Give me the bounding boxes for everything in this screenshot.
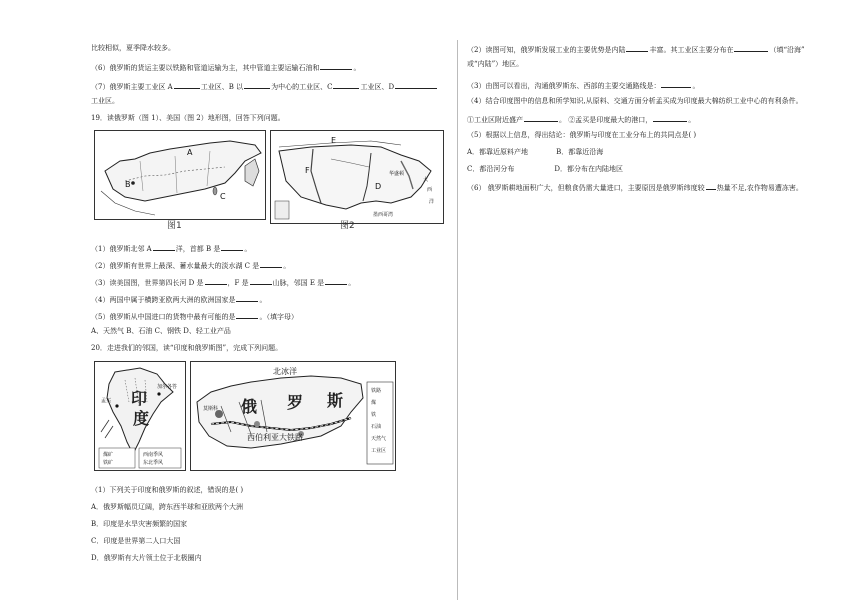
legend-coal-r: 煤 (371, 400, 377, 406)
option-d[interactable]: D．都分布在内陆地区 (554, 165, 623, 173)
russia-label-arctic: 北冰洋 (273, 367, 297, 376)
russia-label-1: 俄 (241, 397, 258, 416)
map-label-e: E (331, 136, 337, 145)
r-q5: （5）根据以上信息，得出结论：俄罗斯与印度在工业分布上的共同点是( ) (467, 131, 697, 139)
r-q2-line1: （2）读图可知，俄罗斯发展工业的主要优势是内陆 丰富。其工业区主要分布在 （填“沿海” (467, 46, 805, 54)
map-label-ocean-2: 西 (427, 187, 433, 193)
legend-gas: 天然气 (371, 436, 387, 442)
answer-blank[interactable] (236, 294, 258, 302)
answer-blank[interactable] (260, 260, 282, 268)
q6-line: （6）俄罗斯的货运主要以铁路和管道运输为主，其中管道主要运输石油和 。 (91, 64, 361, 72)
answer-blank[interactable] (320, 62, 352, 70)
russia-industry-map (190, 361, 396, 471)
q19-1: （1）俄罗斯北邻 A 洋，首都 B 是 。 (91, 245, 252, 253)
q7-line: （7）俄罗斯主要工业区 A 工业区、B 以 为中心的工业区、C 工业区、D (91, 81, 438, 91)
answer-blank[interactable] (205, 277, 227, 285)
r-q5-options-1 (467, 148, 603, 156)
r-q4: （4）结合印度图中的信息和所学知识,从原料、交通方面分析孟买成为印度最大棉纺织工业中心的有利条件。 (467, 97, 803, 105)
answer-blank[interactable] (244, 81, 270, 89)
russia-label-moscow: 莫斯科 (203, 406, 219, 412)
map-label-ocean-1: 大 (423, 177, 429, 183)
r-q3: （3）由图可以看出，沟通俄罗斯东、西部的主要交通路线是： 。 (467, 82, 700, 90)
legend-sw-monsoon: 西南季风 (143, 452, 164, 458)
answer-blank[interactable] (174, 81, 200, 89)
russia-label-railway: 西伯利亚大铁路 (247, 433, 303, 442)
answer-blank[interactable] (221, 243, 243, 251)
option-a[interactable]: A．俄罗斯幅员辽阔，跨东西半球和亚欧两个大洲 (91, 503, 244, 511)
question-20: 20．走进我们的邻国，读“印度和俄罗斯图”，完成下列问题。 (91, 344, 283, 352)
map-label-washington: 华盛顿 (389, 171, 405, 177)
legend-coal: 煤矿 (103, 452, 114, 458)
map-label-ocean-3: 洋 (429, 199, 435, 205)
answer-blank[interactable] (524, 114, 558, 122)
option-c[interactable]: C．都沿河分布 (467, 165, 515, 173)
answer-blank[interactable] (706, 182, 716, 190)
india-label-2: 度 (133, 409, 150, 428)
map-label-a: A (187, 148, 193, 157)
india-label-1: 印 (131, 389, 148, 408)
india-label-mumbai: 孟买 (101, 398, 112, 404)
map-label-gulf: 墨西哥湾 (373, 212, 394, 218)
q19-4: （4）两国中属于横跨亚欧两大洲的欧洲国家是 。 (91, 296, 267, 304)
map-label-b: B (125, 180, 131, 189)
answer-blank[interactable] (325, 277, 347, 285)
q20-1: （1）下列关于印度和俄罗斯的叙述，错误的是( ) (91, 486, 244, 494)
option-a[interactable]: A．都靠近原料产地 (467, 148, 529, 156)
answer-blank[interactable] (626, 44, 648, 52)
figure-1-caption: 图1 (167, 221, 182, 231)
answer-blank[interactable] (153, 243, 175, 251)
option-b[interactable]: B．印度是水旱灾害频繁的国家 (91, 520, 188, 528)
map-label-d: D (375, 182, 382, 191)
q19-3: （3）读美国图，世界第四长河 D 是 ，F 是 山脉，邻国 E 是 。 (91, 279, 356, 287)
russia-label-2: 罗 (287, 393, 304, 412)
option-d[interactable]: D．俄罗斯有大片领土位于北极圈内 (91, 554, 202, 562)
india-map (94, 361, 186, 471)
answer-blank[interactable] (236, 311, 258, 319)
option-c[interactable]: C．印度是世界第二人口大国 (91, 537, 181, 545)
answer-blank[interactable] (661, 80, 691, 88)
column-divider (457, 40, 458, 600)
russia-label-3: 斯 (327, 391, 344, 410)
r-q6: （6） 俄罗斯耕地面积广大，但粮食仍需大量进口，主要原因是俄罗斯纬度较 热量不足,农作物易遭冻害。 (467, 184, 803, 192)
legend-industry: 工业区 (371, 448, 387, 454)
option-b[interactable]: B．都靠近沿海 (556, 148, 604, 156)
answer-blank[interactable] (653, 114, 687, 122)
usa-terrain-map (270, 130, 444, 224)
q19-options: A、天然气 B、石油 C、钢铁 D、轻工业产品 (91, 327, 231, 335)
figure-2-caption: 图2 (340, 221, 355, 231)
map-label-f: F (305, 166, 310, 175)
legend-iron: 铁矿 (103, 460, 114, 466)
r-q4-answers: ①工业区附近盛产 。 ②孟买是印度最大的港口， 。 (467, 116, 696, 124)
q19-2: （2）俄罗斯有世界上最深、蓄水量最大的淡水湖 C 是 。 (91, 262, 291, 270)
legend-railway: 铁路 (371, 388, 382, 394)
text-line: 比较相似，夏季降水较多。 (91, 44, 175, 52)
answer-blank[interactable] (250, 277, 272, 285)
question-19: 19．读俄罗斯（图 1）、美国（图 2）地形图，回答下列问题。 (91, 114, 285, 122)
answer-blank[interactable] (333, 81, 359, 89)
text-line: 工业区。 (91, 97, 119, 105)
legend-iron-r: 铁 (371, 412, 377, 418)
legend-ne-monsoon: 东北季风 (143, 460, 164, 466)
legend-oil: 石油 (371, 424, 382, 430)
map-label-c: C (220, 192, 226, 201)
india-label-kolkata: 加尔各答 (157, 384, 178, 390)
answer-blank[interactable] (395, 81, 437, 89)
r-q5-options-2 (467, 165, 623, 173)
q19-5: （5）俄罗斯从中国进口的货物中最有可能的是 。（填字母） (91, 313, 298, 321)
r-q2-line2: 或“内陆”）地区。 (467, 60, 524, 68)
answer-blank[interactable] (734, 44, 768, 52)
russia-terrain-map (94, 130, 266, 220)
